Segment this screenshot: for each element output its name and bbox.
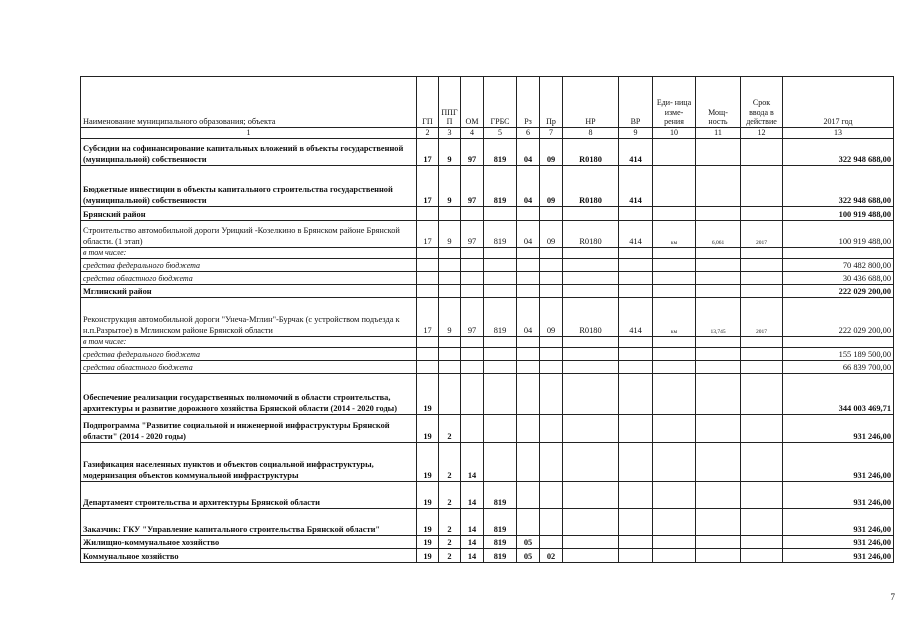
cell-om <box>461 347 484 360</box>
cell-gp: 19 <box>417 508 439 535</box>
cell-np: R0180 <box>563 138 619 165</box>
table-row <box>81 373 894 414</box>
cell-gp: 19 <box>417 414 439 442</box>
cell-amount-2017: 30 436 688,00 <box>783 271 894 284</box>
cell-power <box>696 508 741 535</box>
row-name: средства федерального бюджета <box>81 258 417 271</box>
page-number: 7 <box>890 592 895 602</box>
cell-grbs <box>484 347 517 360</box>
cell-grbs: 819 <box>484 508 517 535</box>
col-number: 6 <box>517 128 540 139</box>
cell-grbs: 819 <box>484 535 517 548</box>
cell-amount-2017: 931 246,00 <box>783 508 894 535</box>
header-om: ОМ <box>461 77 484 128</box>
cell-ppgp: 2 <box>439 508 461 535</box>
cell-amount-2017: 66 839 700,00 <box>783 360 894 373</box>
cell-vr <box>619 284 653 297</box>
cell-om <box>461 373 484 414</box>
cell-term <box>741 258 783 271</box>
cell-pr <box>540 247 563 258</box>
row-name: Реконструкция автомобильной дороги "Унеча-Мглин"-Бурчак (с устройством подъезда к н.п.Разрытое) в Мглинском районе Брянской области <box>81 297 417 336</box>
cell-grbs: 819 <box>484 297 517 336</box>
col-number: 9 <box>619 128 653 139</box>
header-name: Наименование муниципального образования; объекта <box>81 77 417 128</box>
cell-amount-2017 <box>783 247 894 258</box>
cell-pr: 02 <box>540 548 563 562</box>
table-row <box>81 258 894 271</box>
table-row <box>81 220 894 247</box>
cell-term <box>741 508 783 535</box>
cell-ppgp: 2 <box>439 442 461 481</box>
cell-rz: 05 <box>517 535 540 548</box>
cell-om: 97 <box>461 220 484 247</box>
table-row <box>81 360 894 373</box>
col-number: 2 <box>417 128 439 139</box>
table-row <box>81 138 894 165</box>
header-rz: Рз <box>517 77 540 128</box>
cell-om <box>461 271 484 284</box>
cell-gp <box>417 258 439 271</box>
cell-vr <box>619 206 653 220</box>
col-number: 7 <box>540 128 563 139</box>
cell-ppgp: 2 <box>439 535 461 548</box>
table-row <box>81 414 894 442</box>
cell-np <box>563 347 619 360</box>
row-name: Заказчик: ГКУ "Управление капитального строительства Брянской области" <box>81 508 417 535</box>
cell-power <box>696 481 741 508</box>
cell-vr <box>619 414 653 442</box>
cell-power <box>696 247 741 258</box>
table-row <box>81 247 894 258</box>
cell-rz: 04 <box>517 138 540 165</box>
cell-ppgp <box>439 258 461 271</box>
row-name: Департамент строительства и архитектуры Брянской области <box>81 481 417 508</box>
cell-term <box>741 481 783 508</box>
table-row <box>81 206 894 220</box>
cell-om <box>461 414 484 442</box>
cell-vr <box>619 481 653 508</box>
cell-power <box>696 284 741 297</box>
cell-power <box>696 347 741 360</box>
cell-power: 6,061 <box>696 220 741 247</box>
cell-term <box>741 247 783 258</box>
header-2017: 2017 год <box>783 77 894 128</box>
budget-sheet <box>80 76 893 563</box>
header-ppgp: ППГ П <box>439 77 461 128</box>
cell-vr <box>619 347 653 360</box>
cell-gp <box>417 206 439 220</box>
cell-grbs <box>484 271 517 284</box>
cell-om: 97 <box>461 297 484 336</box>
cell-om: 97 <box>461 165 484 206</box>
row-name: Обеспечение реализации государственных полномочий в области строительства, архитектуры и развитие дорожного хозяйства Брянской области (2014 - 2020 годы) <box>81 373 417 414</box>
cell-np <box>563 271 619 284</box>
column-number-row <box>81 128 894 139</box>
col-number: 13 <box>783 128 894 139</box>
cell-term <box>741 373 783 414</box>
row-name: Бюджетные инвестиции в объекты капитального строительства государственной (муниципальной) собственности <box>81 165 417 206</box>
cell-np <box>563 508 619 535</box>
table-row <box>81 535 894 548</box>
col-number: 3 <box>439 128 461 139</box>
cell-om <box>461 284 484 297</box>
cell-amount-2017: 322 948 688,00 <box>783 138 894 165</box>
cell-ppgp: 9 <box>439 165 461 206</box>
cell-unit <box>653 442 696 481</box>
cell-grbs: 819 <box>484 481 517 508</box>
table-row <box>81 481 894 508</box>
cell-gp <box>417 271 439 284</box>
cell-rz: 04 <box>517 297 540 336</box>
cell-term <box>741 548 783 562</box>
cell-grbs <box>484 360 517 373</box>
cell-pr <box>540 373 563 414</box>
cell-vr: 414 <box>619 138 653 165</box>
row-name: Мглинский район <box>81 284 417 297</box>
cell-unit: км <box>653 297 696 336</box>
cell-term <box>741 271 783 284</box>
header-gp: ГП <box>417 77 439 128</box>
cell-unit: км <box>653 220 696 247</box>
cell-vr <box>619 508 653 535</box>
cell-pr <box>540 271 563 284</box>
cell-rz <box>517 373 540 414</box>
cell-power <box>696 271 741 284</box>
cell-power <box>696 336 741 347</box>
cell-amount-2017 <box>783 336 894 347</box>
cell-om: 14 <box>461 481 484 508</box>
cell-gp: 17 <box>417 138 439 165</box>
table-row <box>81 336 894 347</box>
cell-vr <box>619 258 653 271</box>
cell-unit <box>653 481 696 508</box>
cell-power <box>696 414 741 442</box>
cell-grbs: 819 <box>484 548 517 562</box>
cell-grbs <box>484 373 517 414</box>
cell-grbs: 819 <box>484 220 517 247</box>
cell-grbs <box>484 247 517 258</box>
cell-vr <box>619 373 653 414</box>
cell-om <box>461 247 484 258</box>
row-name: Коммунальное хозяйство <box>81 548 417 562</box>
header-vr: ВР <box>619 77 653 128</box>
cell-pr <box>540 508 563 535</box>
col-number: 10 <box>653 128 696 139</box>
header-row <box>81 77 894 128</box>
cell-gp <box>417 284 439 297</box>
cell-term <box>741 165 783 206</box>
cell-term: 2017 <box>741 220 783 247</box>
table-row <box>81 548 894 562</box>
cell-om <box>461 336 484 347</box>
cell-rz <box>517 336 540 347</box>
cell-unit <box>653 271 696 284</box>
cell-unit <box>653 336 696 347</box>
table-row <box>81 297 894 336</box>
cell-amount-2017: 931 246,00 <box>783 481 894 508</box>
cell-power <box>696 258 741 271</box>
cell-pr: 09 <box>540 220 563 247</box>
cell-pr: 09 <box>540 165 563 206</box>
cell-om: 97 <box>461 138 484 165</box>
cell-vr: 414 <box>619 297 653 336</box>
cell-om <box>461 258 484 271</box>
cell-term <box>741 206 783 220</box>
cell-pr <box>540 535 563 548</box>
table-row <box>81 284 894 297</box>
cell-term <box>741 535 783 548</box>
cell-rz <box>517 481 540 508</box>
cell-np <box>563 206 619 220</box>
cell-gp: 19 <box>417 548 439 562</box>
cell-pr <box>540 414 563 442</box>
cell-unit <box>653 347 696 360</box>
header-unit: Еди- ница изме- рения <box>653 77 696 128</box>
cell-om: 14 <box>461 508 484 535</box>
cell-power <box>696 373 741 414</box>
cell-ppgp <box>439 336 461 347</box>
cell-ppgp: 2 <box>439 481 461 508</box>
cell-unit <box>653 548 696 562</box>
table-row <box>81 347 894 360</box>
cell-om: 14 <box>461 442 484 481</box>
cell-term <box>741 347 783 360</box>
cell-ppgp <box>439 373 461 414</box>
cell-unit <box>653 373 696 414</box>
cell-power: 13,745 <box>696 297 741 336</box>
cell-rz <box>517 442 540 481</box>
cell-unit <box>653 165 696 206</box>
cell-np <box>563 548 619 562</box>
cell-power <box>696 535 741 548</box>
row-name: Жилищно-коммунальное хозяйство <box>81 535 417 548</box>
cell-rz <box>517 284 540 297</box>
cell-np <box>563 535 619 548</box>
cell-ppgp <box>439 347 461 360</box>
cell-np: R0180 <box>563 165 619 206</box>
cell-rz <box>517 247 540 258</box>
cell-unit <box>653 535 696 548</box>
cell-power <box>696 548 741 562</box>
col-number: 11 <box>696 128 741 139</box>
cell-pr <box>540 360 563 373</box>
cell-unit <box>653 414 696 442</box>
cell-gp <box>417 347 439 360</box>
cell-grbs <box>484 284 517 297</box>
cell-grbs: 819 <box>484 165 517 206</box>
col-number: 4 <box>461 128 484 139</box>
cell-unit <box>653 508 696 535</box>
cell-pr <box>540 284 563 297</box>
cell-amount-2017: 931 246,00 <box>783 414 894 442</box>
cell-gp <box>417 360 439 373</box>
cell-pr <box>540 481 563 508</box>
cell-vr <box>619 360 653 373</box>
cell-power <box>696 165 741 206</box>
cell-np <box>563 336 619 347</box>
cell-pr <box>540 442 563 481</box>
cell-rz <box>517 508 540 535</box>
header-grbs: ГРБС <box>484 77 517 128</box>
budget-table <box>80 76 894 563</box>
cell-gp: 19 <box>417 481 439 508</box>
col-number: 1 <box>81 128 417 139</box>
header-pr: Пр <box>540 77 563 128</box>
cell-rz <box>517 414 540 442</box>
cell-amount-2017: 100 919 488,00 <box>783 206 894 220</box>
cell-grbs: 819 <box>484 138 517 165</box>
cell-amount-2017: 100 919 488,00 <box>783 220 894 247</box>
row-name: в том числе: <box>81 247 417 258</box>
cell-vr <box>619 535 653 548</box>
cell-unit <box>653 360 696 373</box>
cell-amount-2017: 222 029 200,00 <box>783 297 894 336</box>
header-power: Мощ- ность <box>696 77 741 128</box>
cell-gp <box>417 336 439 347</box>
cell-pr: 09 <box>540 138 563 165</box>
cell-pr <box>540 206 563 220</box>
cell-grbs <box>484 442 517 481</box>
cell-amount-2017: 222 029 200,00 <box>783 284 894 297</box>
cell-amount-2017: 931 246,00 <box>783 442 894 481</box>
cell-np <box>563 442 619 481</box>
cell-np: R0180 <box>563 297 619 336</box>
cell-power <box>696 442 741 481</box>
cell-ppgp <box>439 206 461 220</box>
cell-ppgp <box>439 360 461 373</box>
col-number: 12 <box>741 128 783 139</box>
cell-unit <box>653 206 696 220</box>
cell-term <box>741 138 783 165</box>
row-name: средства областного бюджета <box>81 360 417 373</box>
cell-rz: 05 <box>517 548 540 562</box>
cell-ppgp: 2 <box>439 414 461 442</box>
cell-power <box>696 360 741 373</box>
row-name: Газификация населенных пунктов и объектов социальной инфраструктуры, модернизация объектов коммунальной инфраструктуры <box>81 442 417 481</box>
cell-ppgp <box>439 271 461 284</box>
cell-vr: 414 <box>619 220 653 247</box>
cell-pr: 09 <box>540 297 563 336</box>
cell-ppgp: 9 <box>439 297 461 336</box>
cell-gp <box>417 247 439 258</box>
row-name: Строительство автомобильной дороги Урицкий -Козелкино в Брянском районе Брянской области. (1 этап) <box>81 220 417 247</box>
cell-unit <box>653 138 696 165</box>
cell-grbs <box>484 206 517 220</box>
cell-ppgp <box>439 247 461 258</box>
cell-term: 2017 <box>741 297 783 336</box>
cell-grbs <box>484 258 517 271</box>
cell-unit <box>653 258 696 271</box>
cell-np <box>563 481 619 508</box>
cell-vr <box>619 336 653 347</box>
cell-amount-2017: 322 948 688,00 <box>783 165 894 206</box>
cell-vr <box>619 247 653 258</box>
table-row <box>81 508 894 535</box>
cell-ppgp: 2 <box>439 548 461 562</box>
cell-np <box>563 414 619 442</box>
cell-amount-2017: 70 482 800,00 <box>783 258 894 271</box>
cell-np: R0180 <box>563 220 619 247</box>
cell-rz <box>517 271 540 284</box>
cell-ppgp: 9 <box>439 138 461 165</box>
cell-vr <box>619 271 653 284</box>
row-name: Брянский район <box>81 206 417 220</box>
cell-rz <box>517 347 540 360</box>
cell-om <box>461 206 484 220</box>
cell-vr <box>619 548 653 562</box>
cell-pr <box>540 347 563 360</box>
cell-om <box>461 360 484 373</box>
row-name: средства областного бюджета <box>81 271 417 284</box>
cell-term <box>741 360 783 373</box>
cell-term <box>741 414 783 442</box>
header-np: НР <box>563 77 619 128</box>
cell-grbs <box>484 414 517 442</box>
cell-gp: 19 <box>417 535 439 548</box>
cell-amount-2017: 931 246,00 <box>783 535 894 548</box>
cell-rz <box>517 360 540 373</box>
row-name: Подпрограмма "Развитие социальной и инженерной инфраструктуры Брянской области" (2014 - 2020 годы) <box>81 414 417 442</box>
col-number: 8 <box>563 128 619 139</box>
cell-term <box>741 336 783 347</box>
cell-pr <box>540 258 563 271</box>
cell-ppgp: 9 <box>439 220 461 247</box>
cell-np <box>563 373 619 414</box>
cell-amount-2017: 155 189 500,00 <box>783 347 894 360</box>
row-name: Субсидии на софинансирование капитальных вложений в объекты государственной (муниципальной) собственности <box>81 138 417 165</box>
cell-rz <box>517 206 540 220</box>
cell-rz <box>517 258 540 271</box>
header-term: Срок ввода в действие <box>741 77 783 128</box>
cell-om: 14 <box>461 535 484 548</box>
cell-term <box>741 442 783 481</box>
col-number: 5 <box>484 128 517 139</box>
cell-vr: 414 <box>619 165 653 206</box>
cell-gp: 19 <box>417 442 439 481</box>
cell-rz: 04 <box>517 165 540 206</box>
cell-gp: 17 <box>417 297 439 336</box>
cell-grbs <box>484 336 517 347</box>
cell-np <box>563 284 619 297</box>
table-row <box>81 442 894 481</box>
cell-vr <box>619 442 653 481</box>
table-row <box>81 271 894 284</box>
cell-unit <box>653 247 696 258</box>
cell-power <box>696 138 741 165</box>
cell-gp: 17 <box>417 165 439 206</box>
row-name: средства федерального бюджета <box>81 347 417 360</box>
cell-ppgp <box>439 284 461 297</box>
table-row <box>81 165 894 206</box>
cell-np <box>563 258 619 271</box>
cell-term <box>741 284 783 297</box>
cell-unit <box>653 284 696 297</box>
cell-amount-2017: 344 003 469,71 <box>783 373 894 414</box>
cell-gp: 17 <box>417 220 439 247</box>
cell-amount-2017: 931 246,00 <box>783 548 894 562</box>
cell-rz: 04 <box>517 220 540 247</box>
cell-om: 14 <box>461 548 484 562</box>
cell-np <box>563 247 619 258</box>
cell-power <box>696 206 741 220</box>
cell-gp: 19 <box>417 373 439 414</box>
cell-pr <box>540 336 563 347</box>
row-name: в том числе: <box>81 336 417 347</box>
cell-np <box>563 360 619 373</box>
